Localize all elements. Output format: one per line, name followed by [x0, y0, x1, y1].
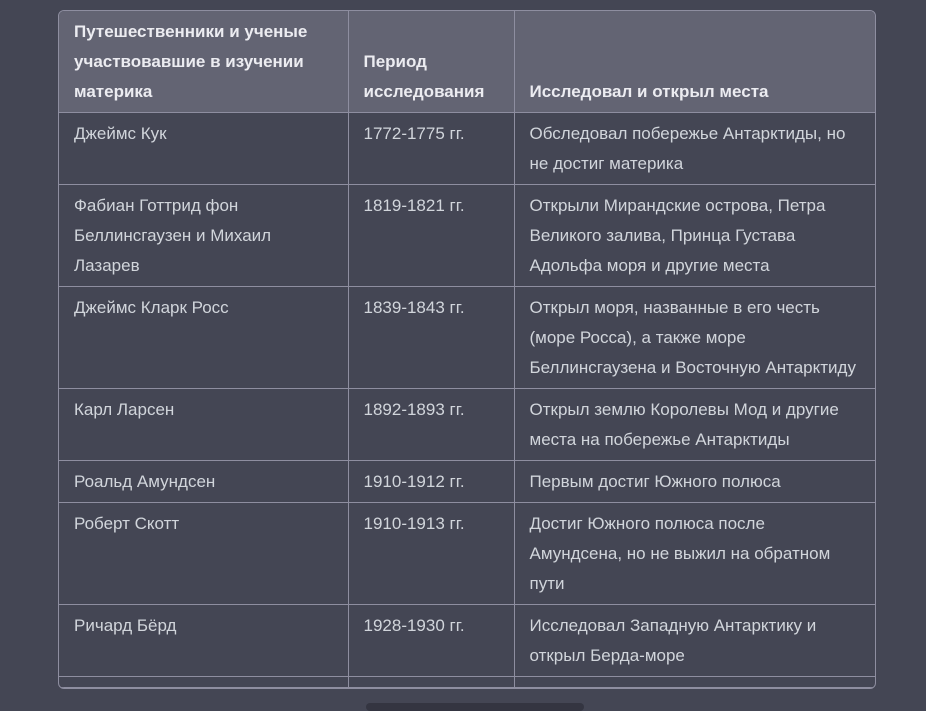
cell-period: 1839-1843 гг. — [348, 287, 514, 389]
table-row-partial — [59, 677, 875, 688]
table-row — [59, 389, 875, 461]
cell-explorer: Роберт Скотт — [59, 503, 348, 605]
cell-explorer: Джеймс Кларк Росс — [59, 287, 348, 389]
cell-period: 1892-1893 гг. — [348, 389, 514, 461]
explorers-table — [59, 11, 875, 688]
header-period: Период исследования — [348, 11, 514, 113]
table-row — [59, 287, 875, 389]
table-body — [59, 113, 875, 688]
cell-period: 1910-1912 гг. — [348, 461, 514, 503]
header-explorers: Путешественники и ученые участвовавшие в изучении материка — [59, 11, 348, 113]
cell-discoveries: Первым достиг Южного полюса — [514, 461, 875, 503]
cell-explorer: Фабиан Готтрид фон Беллинсгаузен и Михаил Лазарев — [59, 185, 348, 287]
cell-empty — [348, 677, 514, 688]
cell-period: 1928-1930 гг. — [348, 605, 514, 677]
cell-discoveries: Открыл моря, названные в его честь (море Росса), а также море Беллинсгаузена и Восточную Антарктиду — [514, 287, 875, 389]
table-row — [59, 461, 875, 503]
explorers-table-container — [58, 10, 876, 689]
cell-explorer: Ричард Бёрд — [59, 605, 348, 677]
cell-discoveries: Исследовал Западную Антарктику и открыл Берда-море — [514, 605, 875, 677]
header-discoveries: Исследовал и открыл места — [514, 11, 875, 113]
cell-explorer: Джеймс Кук — [59, 113, 348, 185]
header-row — [59, 11, 875, 113]
cell-period: 1910-1913 гг. — [348, 503, 514, 605]
cell-empty — [59, 677, 348, 688]
cell-period: 1819-1821 гг. — [348, 185, 514, 287]
cell-empty — [514, 677, 875, 688]
cell-discoveries: Достиг Южного полюса после Амундсена, но не выжил на обратном пути — [514, 503, 875, 605]
cell-discoveries: Открыли Мирандские острова, Петра Великого залива, Принца Густава Адольфа моря и другие места — [514, 185, 875, 287]
cell-discoveries: Открыл землю Королевы Мод и другие места на побережье Антарктиды — [514, 389, 875, 461]
cell-explorer: Роальд Амундсен — [59, 461, 348, 503]
horizontal-scrollbar[interactable] — [366, 703, 584, 711]
cell-explorer: Карл Ларсен — [59, 389, 348, 461]
cell-period: 1772-1775 гг. — [348, 113, 514, 185]
table-row — [59, 503, 875, 605]
table-row — [59, 185, 875, 287]
table-row — [59, 605, 875, 677]
table-header — [59, 11, 875, 113]
cell-discoveries: Обследовал побережье Антарктиды, но не достиг материка — [514, 113, 875, 185]
table-row — [59, 113, 875, 185]
